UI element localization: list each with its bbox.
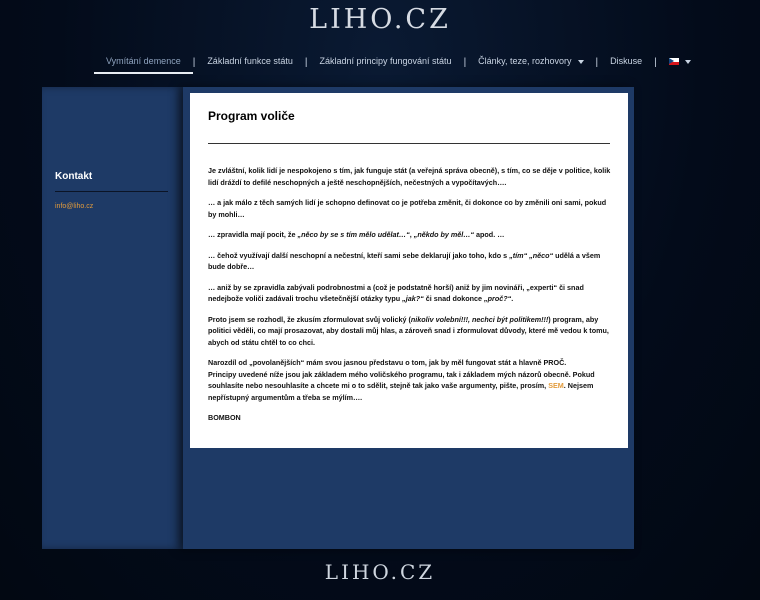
nav-item-clanky[interactable] — [463, 51, 595, 73]
nav-item-clanky-label: Články, teze, rozhovory — [478, 56, 572, 66]
nav-separator: | — [192, 56, 196, 68]
footer-logo: LIHO.CZ — [324, 560, 436, 584]
site-logo[interactable]: LIHO.CZ — [309, 4, 451, 35]
sidebar-heading: Kontakt — [55, 171, 93, 182]
czech-flag-icon — [669, 58, 679, 65]
nav-separator: | — [654, 56, 657, 68]
nav-item-vymitani-demence[interactable]: Vymítání demence — [94, 51, 193, 73]
paragraph: … aniž by se zpravidla zabývali podrobnostmi a (což je podstatně horší) aniž by jim novináři, „experti“ či snad nedejbože voliči zadávali trochu všetečnější otázky typu „jak?“ či snad dokonce „proč?“. — [208, 282, 584, 303]
sidebar — [42, 87, 183, 549]
chevron-down-icon — [578, 60, 584, 64]
paragraph: … čehož využívají další neschopní a nečestní, kteří sami sebe deklarují jako toho, kdo s „tím“ „něco“ udělá a všem bude dobře… — [208, 250, 601, 271]
chevron-down-icon — [685, 60, 691, 64]
nav-item-zakladni-principy[interactable]: Základní principy fungování státu — [319, 56, 452, 66]
article — [190, 93, 628, 448]
nav-separator: | — [595, 56, 599, 68]
nav-separator: | — [304, 56, 308, 68]
nav-item-zakladni-funkce[interactable]: Základní funkce státu — [207, 56, 293, 66]
sidebar-divider — [55, 191, 168, 192]
main-nav — [94, 51, 703, 73]
paragraph: … zpravidla mají pocit, že „něco by se s tím mělo udělat…“, „někdo by měl…“ apod. … — [208, 230, 505, 239]
nav-item-diskuse[interactable]: Diskuse — [610, 56, 643, 66]
paragraph: Proto jsem se rozhodl, že zkusím zformulovat svůj volický (nikoliv volební!!!, nechci být politikem!!!) program, aby politici věděli, co mají prosazovat, aby dostali můj hlas, a zároveň snad i zformulovat důvody, které mě vedou k tomu, abych od státu chtěl to co chci. — [208, 314, 609, 347]
contact-email-link[interactable]: info@liho.cz — [55, 203, 94, 210]
language-selector[interactable] — [657, 51, 703, 73]
nav-separator: | — [463, 56, 467, 68]
paragraph: Principy uvedené níže jsou jak základem mého voličského programu, tak i základem mých názorů obecně. Pokud souhlasíte nebo nesouhlasíte a chcete mi o to sdělit, stejně tak jako vaše argumenty, pište, prosím, SEM. Nejsem nepřístupný argumentům a třeba se mýlím…. — [208, 369, 595, 402]
paragraph: Narozdíl od „povolanějších“ mám svou jasnou představu o tom, jak by měl fungovat stát a hlavně PROČ. — [208, 358, 567, 367]
signature: BOMBON — [208, 413, 241, 422]
title-divider — [208, 143, 610, 144]
article-body — [208, 165, 612, 433]
paragraph: … a jak málo z těch samých lidí je schopno definovat co je potřeba změnit, či dokonce co by změnili oni sami, pokud by mohli… — [208, 198, 607, 219]
page-title: Program voliče — [208, 109, 295, 123]
contact-link[interactable]: SEM — [548, 381, 564, 390]
paragraph: Je zvláštní, kolik lidí je nespokojeno s tím, jak funguje stát (a veřejná správa obecně), s tím, co se děje v politice, kolik lidí dráždí to defilé neschopných a ještě neschopnějších, nečestných a vypočítavých…. — [208, 166, 611, 187]
